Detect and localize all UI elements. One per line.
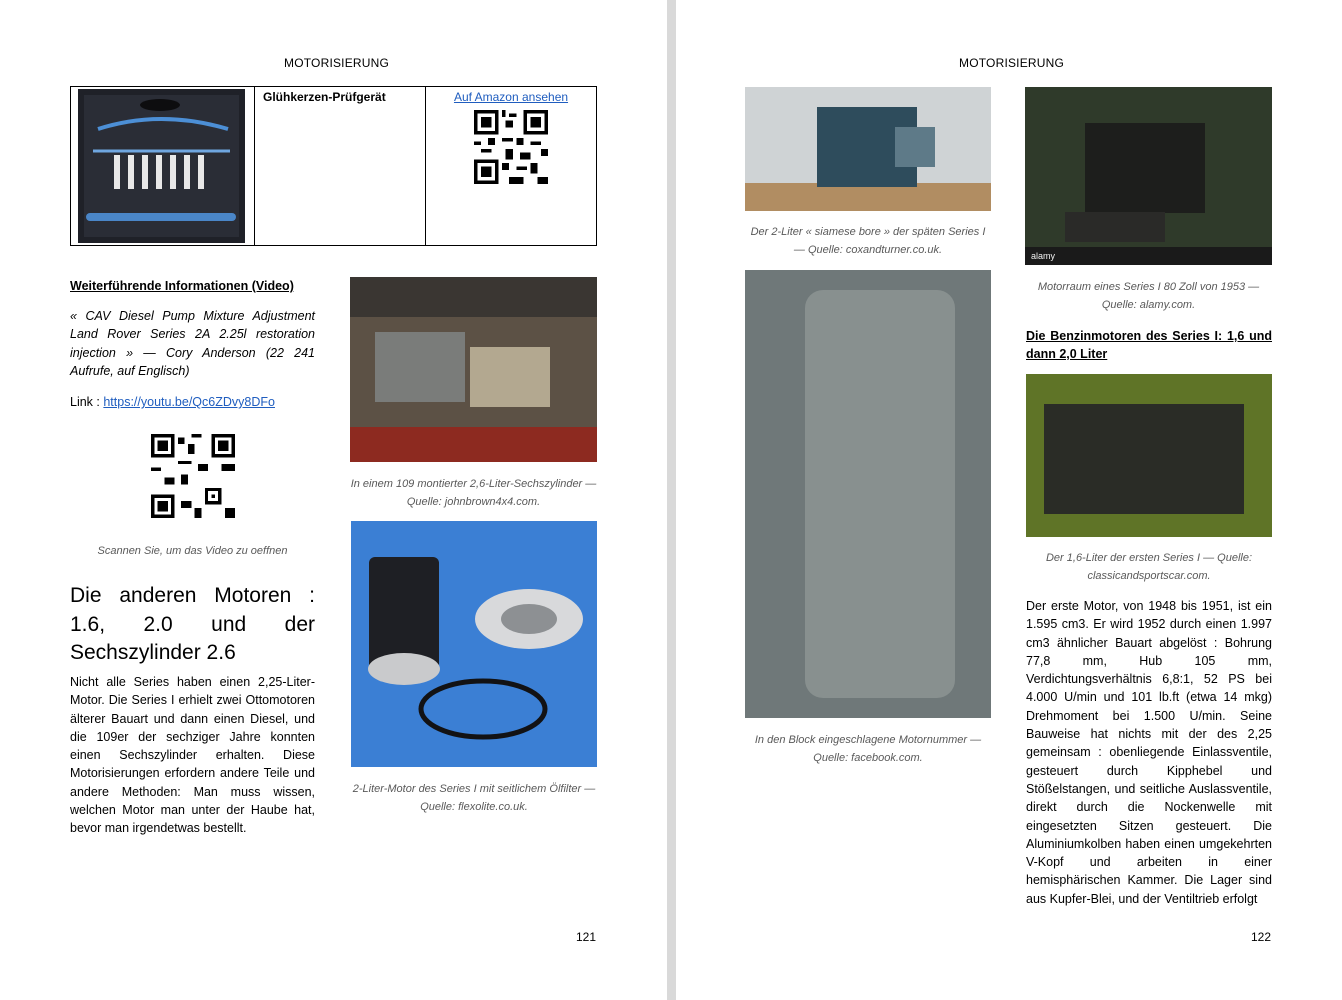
video-heading: Weiterführende Informationen (Video) [70, 279, 294, 293]
two-liter-caption: Der 2-Liter « siamese bore » der späten Series I — Quelle: coxandturner.co.uk. [750, 226, 986, 256]
six-cylinder-engine-photo [350, 277, 597, 462]
one-six-liter-caption: Der 1,6-Liter der ersten Series I — Quelle: classicandsportscar.com. [1045, 552, 1253, 582]
one-six-liter-engine-photo [1026, 374, 1272, 537]
qr-code-icon[interactable] [474, 110, 548, 184]
left-body-text: Nicht alle Series haben einen 2,25-Liter-Motor. Die Series I erhielt zwei Ottomotoren älterer Bauart und dann einen Diesel, und die 109er der sechziger Jahre konnten einen Sechszylinder erhalten. Diese Motorisierungen erfordern andere Teile und andere Methoden: Man muss wissen, welchen Motor man unter der Haube hat, bevor man irgendetwas bestellt. [70, 675, 315, 836]
alamy-watermark: alamy [1031, 251, 1056, 261]
six-cylinder-caption: In einem 109 montierter 2,6-Liter-Sechszylinder — Quelle: johnbrown4x4.com. [350, 478, 597, 508]
tool-photo-cell [71, 87, 255, 246]
video-link-prefix: Link : [70, 395, 104, 409]
engine-number-caption: In den Block eingeschlagene Motornummer — Quelle: facebook.com. [754, 734, 982, 764]
tool-table [70, 86, 597, 246]
oil-filter-kit-photo [351, 521, 597, 767]
amazon-link[interactable]: Auf Amazon ansehen [453, 90, 569, 104]
engine-number-block-photo [745, 270, 991, 718]
glow-plug-tester-photo [78, 89, 245, 243]
two-liter-engine-photo [745, 87, 991, 211]
page-header: MOTORISIERUNG [284, 56, 390, 70]
page-header: MOTORISIERUNG [959, 56, 1065, 70]
oil-filter-caption: 2-Liter-Motor des Series I mit seitlichem Ölfilter — Quelle: flexolite.co.uk. [352, 783, 596, 813]
page-left [0, 0, 667, 1000]
section-title-line-1: Die anderen Motoren : [70, 584, 315, 607]
right-body-text: Der erste Motor, von 1948 bis 1951, ist ein 1.595 cm3. Er wird 1952 durch einen 1.997 cm3 ähnlicher Bauart abgelöst : Bohrung 77,8 mm, Hub 105 mm, Verdichtungsverhältnis 6,8:1, 52 PS bei 4.000 U/min und 101 lb.ft (etwa 14 mkg) Drehmoment bei 1.500 U/min. Seine Bauweise hat nichts mit der des 2,25 gemeinsam : obenliegende Einlassventile, gesteuert durch Kipphebel und Stößelstangen, und seitliche Auslassventile, direkt durch die Nockenwelle mit eingesetzten Sitzen gesteuert. Die Aluminiumkolben haben einen umgekehrten V-Kopf und arbeiten in einer hemisphärischen Kammer. Die Lager sind aus Kupfer-Blei, und der Ventiltrieb erfolgt [1026, 599, 1272, 906]
tool-name-cell: Glühkerzen-Prüfgerät [255, 87, 426, 246]
section-title [70, 582, 315, 668]
video-qr-code-icon[interactable] [151, 434, 235, 518]
section-title-line-3: Sechszylinder 2.6 [70, 641, 236, 664]
page-right [676, 0, 1342, 1000]
page-number: 121 [576, 930, 597, 944]
video-description: « CAV Diesel Pump Mixture Adjustment Land Rover Series 2A 2.25l restoration injection » — Cory Anderson (22 241 Aufrufe, auf Englisch) [70, 309, 315, 378]
video-link[interactable]: https://youtu.be/Qc6ZDvy8DFo [103, 395, 275, 409]
video-link-line [70, 393, 315, 411]
series-one-petrol-subheading: Die Benzinmotoren des Series I: 1,6 und dann 2,0 Liter [1026, 329, 1272, 361]
tool-link-cell [426, 87, 597, 246]
video-qr-caption: Scannen Sie, um das Video zu oeffnen [97, 545, 288, 557]
section-title-line-2: 1.6, 2.0 und der [70, 612, 315, 636]
page-number: 122 [1251, 930, 1272, 944]
engine-bay-caption: Motorraum eines Series I 80 Zoll von 1953 — Quelle: alamy.com. [1037, 281, 1260, 311]
series-one-engine-bay-photo [1025, 87, 1272, 265]
